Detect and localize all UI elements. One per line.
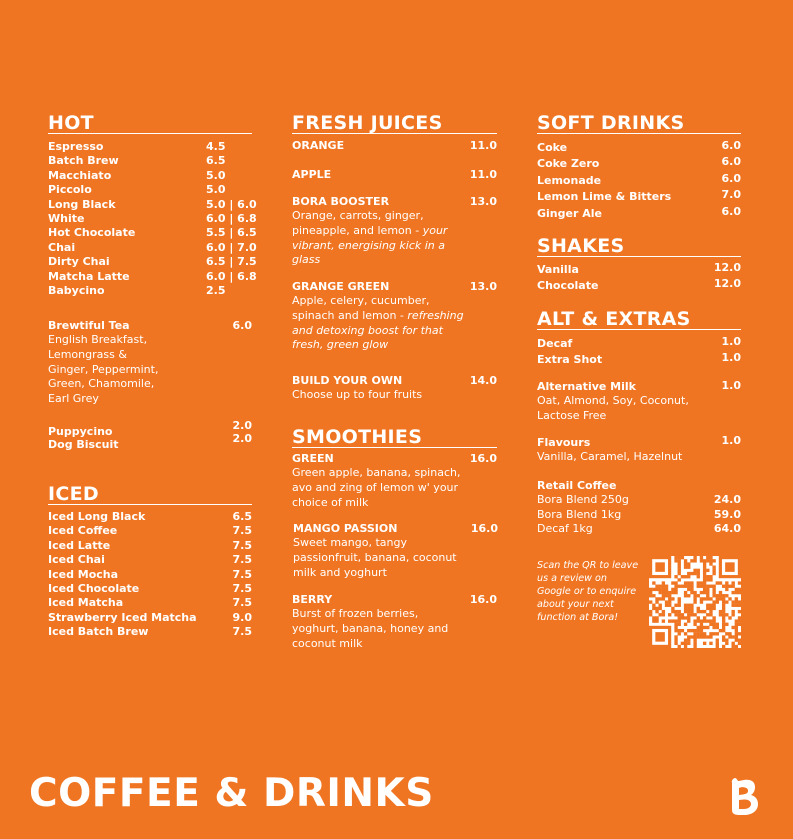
menu-item: Vanilla 12.0 [537, 261, 741, 276]
tea-price: 6.0 [232, 319, 252, 332]
qr-note: Scan the QR to leave us a review on Google or to enquire about your next function at Bora! [537, 560, 639, 623]
juice-build-your-own: BUILD YOUR OWN 14.0 Choose up to four fruits [292, 374, 497, 402]
iced-list [48, 510, 252, 640]
juice-orange: ORANGE 11.0 [292, 139, 497, 152]
menu-item: Coke 6.0 [537, 139, 741, 154]
menu-item: Iced Latte 7.5 [48, 538, 252, 552]
menu-item: Lemon Lime & Bitters 7.0 [537, 188, 741, 204]
menu-item: Decaf 1.0 [537, 335, 741, 350]
menu-item: Extra Shot 1.0 [537, 351, 741, 367]
section-title-juices: FRESH JUICES [292, 114, 497, 134]
shakes-section [537, 237, 741, 263]
menu-item: Bora Blend 250g 24.0 [537, 493, 741, 507]
menu-item: Lemonade 6.0 [537, 171, 741, 187]
menu-item: Piccolo 5.0 [48, 183, 226, 197]
tea-name: Brewtiful Tea [48, 319, 130, 332]
menu-item: White 6.0 | 6.8 [48, 212, 257, 226]
smoothie-berry: BERRY 16.0 Burst of frozen berries, yoghurt, banana, honey and coconut milk [292, 593, 497, 650]
menu-item: Chai 6.0 | 7.0 [48, 240, 257, 254]
section-title-shakes: SHAKES [537, 237, 741, 257]
alternative-milk: Alternative Milk 1.0 Oat, Almond, Soy, Coconut, Lactose Free [537, 379, 741, 422]
retail-coffee: Retail Coffee Bora Blend 250g 24.0 Bora Blend 1kg 59.0 Decaf 1kg 64.0 [537, 479, 741, 536]
section-title-smoothies: SMOOTHIES [292, 428, 497, 448]
menu-item: Iced Batch Brew 7.5 [48, 625, 252, 639]
menu-item: Iced Mocha 7.5 [48, 567, 252, 581]
menu-item: Iced Chai 7.5 [48, 553, 252, 567]
menu-item: Matcha Latte 6.0 | 6.8 [48, 269, 257, 283]
bora-b-logo-icon [726, 775, 762, 817]
qr-code-icon[interactable] [649, 556, 741, 648]
smoothie-mango-passion: MANGO PASSION 16.0 Sweet mango, tangy passionfruit, banana, coconut milk and yoghurt [293, 522, 498, 579]
juice-grange-green: GRANGE GREEN 13.0 Apple, celery, cucumber, spinach and lemon - refreshing and detoxing boost for that fresh, green glow [292, 280, 497, 352]
iced-section [48, 485, 252, 511]
menu-item: Iced Coffee 7.5 [48, 524, 252, 538]
menu-item: Iced Matcha 7.5 [48, 596, 252, 610]
menu-item: Espresso 4.5 [48, 140, 226, 153]
menu-item: Dog Biscuit 2.0 [48, 432, 252, 451]
page-title: COFFEE & DRINKS [29, 771, 434, 816]
dog-items [48, 419, 252, 451]
juices-section [292, 114, 497, 140]
menu-item: Decaf 1kg 64.0 [537, 522, 741, 536]
section-title-hot: HOT [48, 114, 252, 134]
menu-item: Iced Long Black 6.5 [48, 510, 252, 523]
menu-item: Iced Chocolate 7.5 [48, 582, 252, 596]
menu-item: Macchiato 5.0 [48, 168, 226, 182]
menu-item: Strawberry Iced Matcha 9.0 [48, 610, 252, 624]
menu-item: Long Black 5.0 | 6.0 [48, 197, 257, 211]
menu-item: Babycino 2.5 [48, 284, 226, 298]
menu-item: Chocolate 12.0 [537, 277, 741, 293]
smoothie-green: GREEN 16.0 Green apple, banana, spinach, avo and zing of lemon w' your choice of milk [292, 452, 497, 509]
menu-item: Batch Brew 6.5 [48, 154, 226, 168]
menu-item: Coke Zero 6.0 [537, 155, 741, 171]
section-title-alt-extras: ALT & EXTRAS [537, 310, 741, 330]
soft-section [537, 114, 741, 140]
menu-item: Bora Blend 1kg 59.0 [537, 507, 741, 521]
tea-item [48, 319, 252, 406]
smoothies-section [292, 428, 497, 454]
section-title-iced: ICED [48, 485, 252, 505]
juice-apple: APPLE 11.0 [292, 168, 497, 181]
extras-list [537, 335, 741, 368]
menu-item: Dirty Chai 6.5 | 7.5 [48, 255, 257, 269]
menu-item: Puppycino 2.0 [48, 419, 252, 438]
juice-bora-booster: BORA BOOSTER 13.0 Orange, carrots, ginger, pineapple, and lemon - your vibrant, energising kick in a glass [292, 195, 497, 267]
menu-item: Hot Chocolate 5.5 | 6.5 [48, 226, 257, 240]
shakes-list [537, 261, 741, 294]
menu-item: Ginger Ale 6.0 [537, 204, 741, 220]
section-title-soft-drinks: SOFT DRINKS [537, 114, 741, 134]
flavours: Flavours 1.0 Vanilla, Caramel, Hazelnut [537, 434, 741, 464]
extras-section [537, 310, 741, 336]
tea-description: English Breakfast, Lemongrass & Ginger, Peppermint, Green, Chamomile, Earl Grey [48, 333, 159, 405]
soft-list [537, 139, 741, 221]
hot-list [48, 140, 257, 298]
hot-section [48, 114, 252, 140]
